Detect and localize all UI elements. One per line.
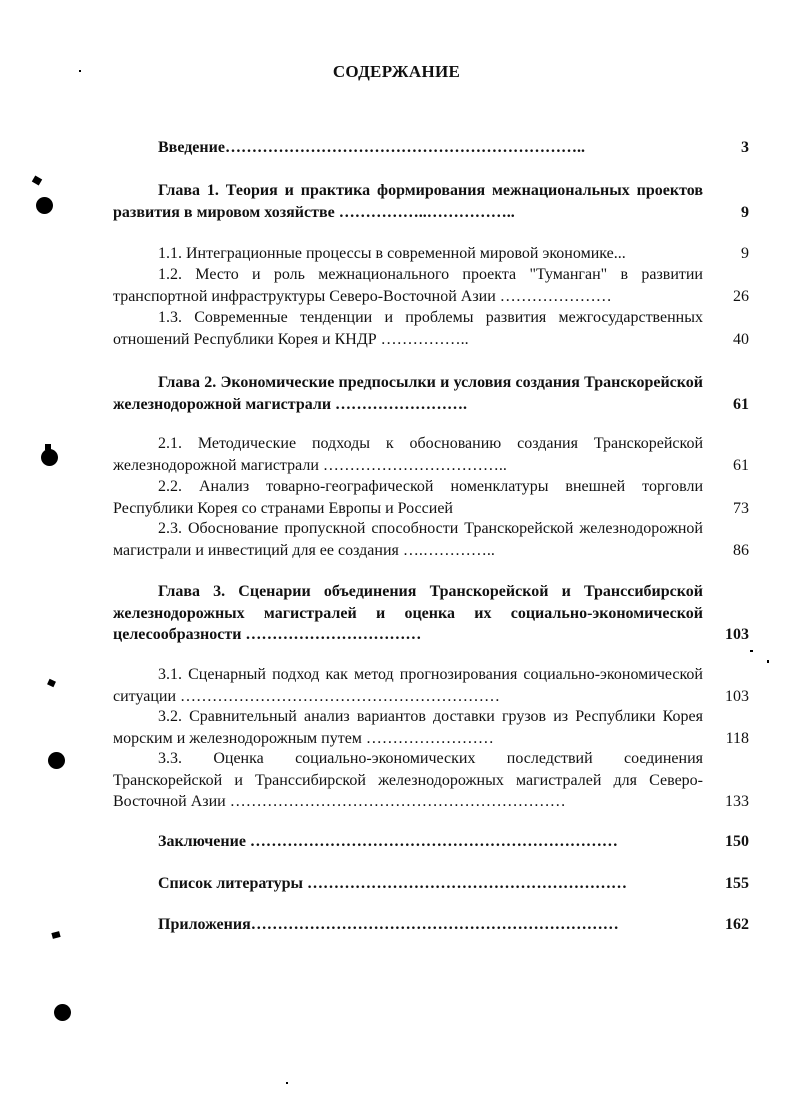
- toc-entry-text: Глава 1. Теория и практика формирования межнациональных проектов развития в мировом хозяйстве ……………..……………..: [113, 182, 703, 221]
- toc-entry-page: 103: [725, 626, 749, 643]
- toc-entry-page: 61: [733, 395, 749, 413]
- toc-entry-3-1[interactable]: [113, 664, 751, 707]
- toc-entry-text: Глава 3. Сценарии объединения Транскорейской и Транссибирской железнодорожных магистралей и оценка их социально-экономической целесообразности ……………………………: [113, 583, 703, 643]
- punch-hole-mark: [54, 1004, 71, 1021]
- toc-entry-1-2[interactable]: [113, 264, 751, 307]
- scan-speck: [750, 650, 753, 652]
- toc-entry-1-3[interactable]: [113, 307, 751, 350]
- toc-entry-page: 103: [725, 687, 749, 705]
- toc-entry-text: 1.1. Интеграционные процессы в современной мировой экономике...: [158, 245, 626, 262]
- toc-entry-conclusion[interactable]: [158, 831, 751, 853]
- toc-entry-text: 2.3. Обоснование пропускной способности Транскорейской железнодорожной магистрали и инвестиций для ее создания ….…………..: [113, 520, 703, 559]
- toc-entry-3-2[interactable]: [113, 706, 751, 749]
- toc-entry-text: 3.2. Сравнительный анализ вариантов доставки грузов из Республики Корея морским и железнодорожным путем ……………………: [113, 708, 703, 747]
- toc-entry-text: 1.3. Современные тенденции и проблемы развития межгосударственных отношений Республики Корея и КНДР ……………..: [113, 309, 703, 348]
- toc-entry-text: 3.1. Сценарный подход как метод прогнозирования социально-экономической ситуации ……………………………………………………: [113, 666, 703, 705]
- toc-entry-2-3[interactable]: [113, 518, 751, 561]
- toc-entry-text: 1.2. Место и роль межнационального проекта "Туманган" в развитии транспортной инфраструктуры Северо-Восточной Азии …………………: [113, 266, 703, 305]
- toc-entry-page: 150: [725, 833, 749, 850]
- toc-entry-page: 155: [725, 875, 749, 892]
- toc-entry-chapter-1[interactable]: [113, 180, 751, 223]
- toc-entry-1-1[interactable]: [158, 243, 751, 265]
- scan-speck: [45, 444, 51, 450]
- toc-entry-text: Введение…………………………………………………………..: [158, 139, 585, 156]
- toc-entry-text: Список литературы ……………………………………………………: [158, 875, 627, 892]
- toc-entry-text: Глава 2. Экономические предпосылки и условия создания Транскорейской железнодорожной магистрали …………………….: [113, 374, 703, 413]
- toc-entry-page: 61: [733, 456, 749, 474]
- toc-entry-page: 162: [725, 916, 749, 933]
- toc-entry-text: 2.2. Анализ товарно-географической номенклатуры внешней торговли Республики Корея со странами Европы и Россией: [113, 478, 703, 517]
- toc-entry-text: Приложения……………………………………………………………: [158, 916, 619, 933]
- toc-entry-page: 9: [741, 245, 749, 262]
- scan-speck: [767, 660, 769, 663]
- toc-entry-text: 2.1. Методические подходы к обоснованию создания Транскорейской железнодорожной магистрали ……………………………..: [113, 435, 703, 474]
- page-title: СОДЕРЖАНИЕ: [332, 62, 461, 81]
- scan-speck: [47, 679, 56, 687]
- toc-entry-page: 40: [733, 330, 749, 348]
- scan-speck: [32, 175, 42, 185]
- scan-speck: [51, 931, 60, 939]
- toc-entry-page: 26: [733, 287, 749, 305]
- toc-entry-bibliography[interactable]: [158, 873, 751, 895]
- toc-entry-2-2[interactable]: [113, 476, 751, 519]
- toc-entry-chapter-2[interactable]: [113, 372, 751, 415]
- toc-entry-page: 118: [725, 729, 749, 747]
- scan-speck: [79, 70, 81, 72]
- toc-entry-text: Заключение ……………………………………………………………: [158, 833, 618, 850]
- punch-hole-mark: [48, 752, 65, 769]
- toc-entry-appendices[interactable]: [158, 914, 751, 936]
- toc-entry-introduction[interactable]: [158, 137, 751, 159]
- toc-entry-3-3[interactable]: [113, 748, 751, 813]
- toc-entry-page: 73: [733, 499, 749, 517]
- scan-speck: [286, 1082, 288, 1084]
- toc-entry-chapter-3[interactable]: [113, 581, 751, 646]
- toc-entry-page: 133: [725, 793, 749, 810]
- punch-hole-mark: [36, 197, 53, 214]
- toc-entry-page: 3: [741, 139, 749, 156]
- toc-entry-text: 3.3. Оценка социально-экономических последствий соединения Транскорейской и Транссибирской железнодорожных магистралей для Северо-Восточной Азии ………………………………………………………: [113, 750, 703, 810]
- punch-hole-mark: [41, 449, 58, 466]
- toc-entry-2-1[interactable]: [113, 433, 751, 476]
- toc-entry-page: 86: [733, 541, 749, 559]
- toc-entry-page: 9: [741, 203, 749, 221]
